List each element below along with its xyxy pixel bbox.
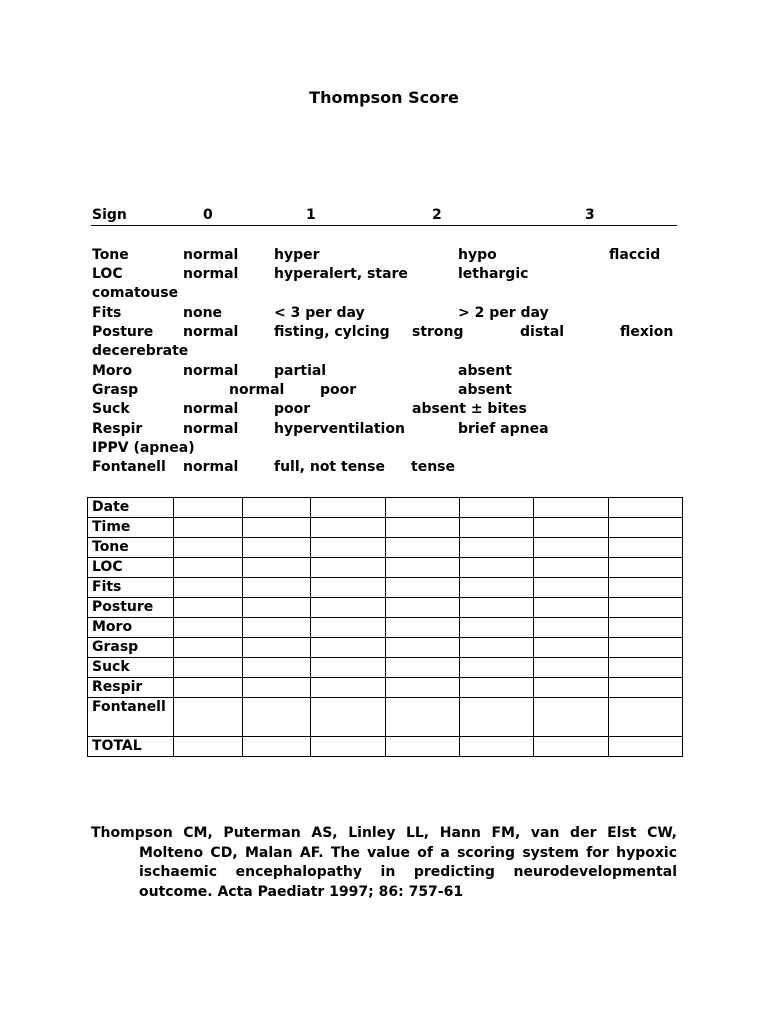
score-cell[interactable]	[609, 558, 683, 578]
score-cell[interactable]	[534, 737, 609, 757]
header-score-3: 3	[585, 207, 595, 223]
score-cell[interactable]	[534, 618, 609, 638]
header-sign: Sign	[92, 207, 127, 223]
score-cell[interactable]	[311, 518, 386, 538]
legend-sign: Respir	[92, 421, 143, 437]
legend-value: normal	[183, 324, 239, 340]
score-cell[interactable]	[311, 578, 386, 598]
legend-value: normal	[229, 382, 285, 398]
score-cell[interactable]	[311, 737, 386, 757]
score-cell[interactable]	[174, 618, 243, 638]
score-cell[interactable]	[534, 558, 609, 578]
legend-sign: Tone	[92, 247, 129, 263]
legend-value: fisting, cylcing	[274, 324, 390, 340]
legend-value: none	[183, 305, 223, 321]
legend-value: brief apnea	[458, 421, 549, 437]
score-cell[interactable]	[243, 678, 311, 698]
legend-value: absent ± bites	[412, 401, 527, 417]
score-cell[interactable]	[243, 518, 311, 538]
row-label: Moro	[88, 618, 174, 638]
table-row	[88, 578, 683, 598]
legend-value: IPPV (apnea)	[92, 440, 195, 456]
score-cell[interactable]	[386, 618, 460, 638]
row-label: Grasp	[88, 638, 174, 658]
row-label: Tone	[88, 538, 174, 558]
legend-value: flaccid	[609, 247, 661, 263]
row-label: TOTAL	[88, 737, 174, 757]
header-score-1: 1	[306, 207, 316, 223]
score-cell[interactable]	[174, 578, 243, 598]
score-cell[interactable]	[534, 578, 609, 598]
table-row	[88, 698, 683, 737]
score-cell[interactable]	[386, 658, 460, 678]
score-cell[interactable]	[460, 598, 534, 618]
legend-value: poor	[274, 401, 311, 417]
score-cell[interactable]	[386, 518, 460, 538]
score-cell[interactable]	[243, 558, 311, 578]
score-cell[interactable]	[460, 658, 534, 678]
legend-value: normal	[183, 266, 239, 282]
score-cell[interactable]	[534, 598, 609, 618]
row-label: Time	[88, 518, 174, 538]
row-label: Fontanell	[88, 698, 174, 737]
header-score-0: 0	[203, 207, 213, 223]
score-cell[interactable]	[174, 518, 243, 538]
score-cell[interactable]	[243, 737, 311, 757]
score-cell[interactable]	[174, 598, 243, 618]
score-cell[interactable]	[534, 658, 609, 678]
score-cell[interactable]	[174, 638, 243, 658]
score-cell[interactable]	[174, 737, 243, 757]
table-row	[88, 538, 683, 558]
score-cell[interactable]	[534, 638, 609, 658]
legend-value: distal	[520, 324, 565, 340]
score-cell[interactable]	[609, 598, 683, 618]
score-cell[interactable]	[243, 638, 311, 658]
legend-value: flexion	[620, 324, 674, 340]
legend-value: comatouse	[92, 285, 179, 301]
score-cell[interactable]	[311, 638, 386, 658]
score-cell[interactable]	[609, 518, 683, 538]
score-cell[interactable]	[174, 498, 243, 518]
legend-value: normal	[183, 421, 239, 437]
header-score-2: 2	[432, 207, 442, 223]
score-cell[interactable]	[534, 698, 609, 737]
score-cell[interactable]	[460, 737, 534, 757]
score-cell[interactable]	[609, 737, 683, 757]
legend-value: lethargic	[458, 266, 529, 282]
table-row	[88, 658, 683, 678]
score-cell[interactable]	[386, 558, 460, 578]
score-cell[interactable]	[386, 598, 460, 618]
legend-value: partial	[274, 363, 327, 379]
score-cell[interactable]	[609, 658, 683, 678]
score-cell[interactable]	[174, 558, 243, 578]
legend-value: decerebrate	[92, 343, 189, 359]
score-cell[interactable]	[243, 658, 311, 678]
score-cell[interactable]	[534, 538, 609, 558]
legend-value: < 3 per day	[274, 305, 365, 321]
legend-sign: LOC	[92, 266, 123, 282]
score-cell[interactable]	[243, 498, 311, 518]
score-cell[interactable]	[174, 678, 243, 698]
score-cell[interactable]	[243, 598, 311, 618]
legend-value: tense	[411, 459, 455, 475]
table-row	[88, 558, 683, 578]
score-cell[interactable]	[460, 518, 534, 538]
score-cell[interactable]	[609, 678, 683, 698]
score-cell[interactable]	[386, 578, 460, 598]
table-row	[88, 737, 683, 757]
score-cell[interactable]	[609, 638, 683, 658]
legend-sign: Fits	[92, 305, 122, 321]
score-cell[interactable]	[311, 698, 386, 737]
score-cell[interactable]	[311, 538, 386, 558]
score-cell[interactable]	[311, 658, 386, 678]
score-cell[interactable]	[386, 698, 460, 737]
reference-citation: Thompson CM, Puterman AS, Linley LL, Hann FM, van der Elst CW, Molteno CD, Malan AF. The value of a scoring system for hypoxic ischaemic encephalopathy in predicting neurodevelopmental outcome. Acta Paediatr 1997; 86: 757-61	[91, 825, 677, 900]
legend-value: absent	[458, 382, 512, 398]
score-cell[interactable]	[460, 578, 534, 598]
table-row	[88, 618, 683, 638]
score-cell[interactable]	[174, 698, 243, 737]
score-table	[87, 497, 683, 757]
score-cell[interactable]	[311, 598, 386, 618]
score-cell[interactable]	[386, 638, 460, 658]
legend-value: full, not tense	[274, 459, 385, 475]
legend-value: strong	[412, 324, 464, 340]
legend-value: hyperalert, stare	[274, 266, 408, 282]
table-row	[88, 598, 683, 618]
score-cell[interactable]	[311, 558, 386, 578]
page-title: Thompson Score	[309, 88, 459, 107]
score-cell[interactable]	[609, 498, 683, 518]
score-cell[interactable]	[243, 618, 311, 638]
legend-sign: Grasp	[92, 382, 139, 398]
legend-value: poor	[320, 382, 357, 398]
score-cell[interactable]	[311, 678, 386, 698]
table-row	[88, 498, 683, 518]
table-row	[88, 638, 683, 658]
score-cell[interactable]	[243, 578, 311, 598]
score-cell[interactable]	[534, 518, 609, 538]
score-cell[interactable]	[243, 538, 311, 558]
score-cell[interactable]	[386, 498, 460, 518]
score-cell[interactable]	[609, 698, 683, 737]
legend-value: normal	[183, 459, 239, 475]
score-cell[interactable]	[460, 678, 534, 698]
legend-value: absent	[458, 363, 512, 379]
row-label: Date	[88, 498, 174, 518]
score-cell[interactable]	[460, 698, 534, 737]
score-cell[interactable]	[174, 538, 243, 558]
row-label: Fits	[88, 578, 174, 598]
score-cell[interactable]	[243, 698, 311, 737]
score-cell[interactable]	[609, 578, 683, 598]
legend-sign: Suck	[92, 401, 130, 417]
row-label: Posture	[88, 598, 174, 618]
score-cell[interactable]	[460, 558, 534, 578]
legend-value: normal	[183, 401, 239, 417]
table-row	[88, 678, 683, 698]
header-rule	[91, 225, 677, 226]
score-cell[interactable]	[534, 678, 609, 698]
score-cell[interactable]	[609, 618, 683, 638]
row-label: Respir	[88, 678, 174, 698]
score-cell[interactable]	[460, 638, 534, 658]
legend-value: hyper	[274, 247, 320, 263]
score-cell[interactable]	[460, 538, 534, 558]
score-cell[interactable]	[609, 538, 683, 558]
legend-value: > 2 per day	[458, 305, 549, 321]
legend-value: hypo	[458, 247, 497, 263]
score-cell[interactable]	[460, 618, 534, 638]
legend-value: normal	[183, 247, 239, 263]
legend-sign: Moro	[92, 363, 133, 379]
score-cell[interactable]	[460, 498, 534, 518]
score-cell[interactable]	[311, 618, 386, 638]
row-label: LOC	[88, 558, 174, 578]
legend-value: normal	[183, 363, 239, 379]
legend-sign: Fontanell	[92, 459, 166, 475]
row-label: Suck	[88, 658, 174, 678]
score-cell[interactable]	[386, 678, 460, 698]
score-cell[interactable]	[534, 498, 609, 518]
score-cell[interactable]	[386, 538, 460, 558]
score-cell[interactable]	[386, 737, 460, 757]
legend-sign: Posture	[92, 324, 154, 340]
table-row	[88, 518, 683, 538]
score-cell[interactable]	[311, 498, 386, 518]
legend-value: hyperventilation	[274, 421, 405, 437]
score-cell[interactable]	[174, 658, 243, 678]
